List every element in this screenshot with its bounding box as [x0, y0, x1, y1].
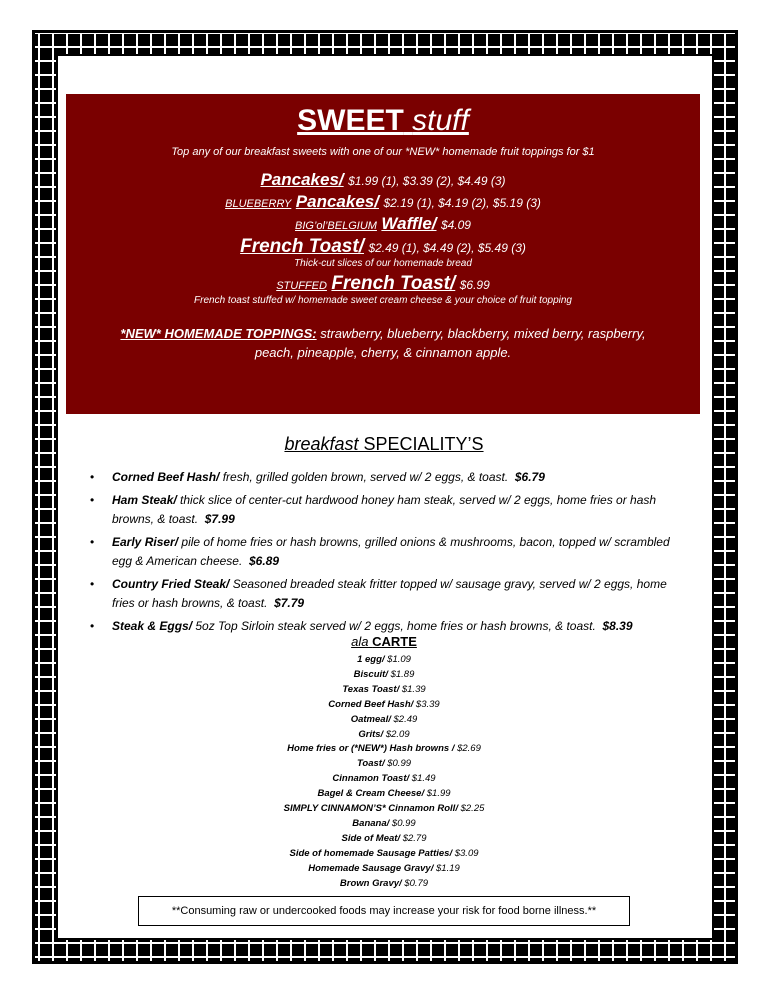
list-item: Corned Beef Hash/ $3.39	[328, 698, 440, 710]
list-item: Texas Toast/ $1.39	[342, 683, 426, 695]
list-item: • Ham Steak/ thick slice of center-cut hardwood honey ham steak, served w/ 2 eggs, home fries or hash browns, & toast. $7.99	[90, 491, 690, 529]
waffle-item: BIG’ol’BELGIUM Waffle/ $4.09	[295, 214, 471, 233]
sweet-intro: Top any of our breakfast sweets with one of our *NEW* homemade fruit toppings for $1	[171, 146, 595, 158]
french-toast-note: Thick-cut slices of our homemade bread	[294, 258, 472, 269]
pancakes-item: Pancakes/ $1.99 (1), $3.39 (2), $4.49 (3)	[260, 170, 506, 189]
list-item: Cinnamon Toast/ $1.49	[332, 773, 436, 785]
list-item: Brown Gravy/ $0.79	[339, 877, 429, 889]
list-item: Biscuit/ $1.89	[353, 668, 415, 680]
list-item: Home fries or (*NEW*) Hash browns / $2.69	[287, 743, 481, 755]
list-item: • Steak & Eggs/ 5oz Top Sirloin steak served w/ 2 eggs, home fries or hash browns, & toast. $8.39	[90, 617, 690, 636]
list-item: Toast/ $0.99	[356, 758, 412, 770]
specialty-title: breakfast SPECIALITY’S	[284, 434, 484, 454]
sweet-title: SWEET stuff	[297, 104, 469, 137]
specialty-list	[90, 468, 690, 640]
list-item: • Corned Beef Hash/ fresh, grilled golden brown, served w/ 2 eggs, & toast. $6.79	[90, 468, 690, 487]
list-item: Bagel & Cream Cheese/ $1.99	[317, 788, 451, 800]
blueberry-pancakes-item: BLUEBERRY Pancakes/ $2.19 (1), $4.19 (2), $5.19 (3)	[225, 192, 541, 211]
stuffed-note: French toast stuffed w/ homemade sweet cream cheese & your choice of fruit topping	[194, 295, 572, 306]
list-item: Oatmeal/ $2.49	[350, 713, 418, 725]
ala-carte-section	[0, 634, 768, 892]
list-item: Side of homemade Sausage Patties/ $3.09	[289, 847, 479, 859]
list-item: SIMPLY CINNAMON’S* Cinnamon Roll/ $2.25	[283, 803, 485, 815]
list-item: Banana/ $0.99	[352, 817, 416, 829]
stuffed-french-toast-item: STUFFED French Toast/ $6.99	[276, 273, 490, 294]
french-toast-item: French Toast/ $2.49 (1), $4.49 (2), $5.49 (3)	[240, 236, 526, 257]
list-item: Grits/ $2.09	[358, 728, 410, 740]
sweet-stuff-panel	[66, 94, 700, 414]
list-item: Homemade Sausage Gravy/ $1.19	[308, 862, 460, 874]
ala-carte-title: ala CARTE	[351, 634, 417, 649]
food-safety-warning: **Consuming raw or undercooked foods may increase your risk for food borne illness.**	[138, 896, 630, 926]
list-item: Side of Meat/ $2.79	[341, 832, 427, 844]
list-item: 1 egg/ $1.09	[357, 654, 411, 665]
toppings: *NEW* HOMEMADE TOPPINGS: strawberry, blueberry, blackberry, mixed berry, raspberry, peach, pineapple, cherry, & cinnamon apple.	[120, 326, 646, 360]
list-item: • Early Riser/ pile of home fries or hash browns, grilled onions & mushrooms, bacon, topped w/ scrambled egg & American cheese. $6.89	[90, 533, 690, 571]
list-item: • Country Fried Steak/ Seasoned breaded steak fritter topped w/ sausage gravy, served w/ 2 eggs, home fries or hash browns, & toast. $7.79	[90, 575, 690, 613]
